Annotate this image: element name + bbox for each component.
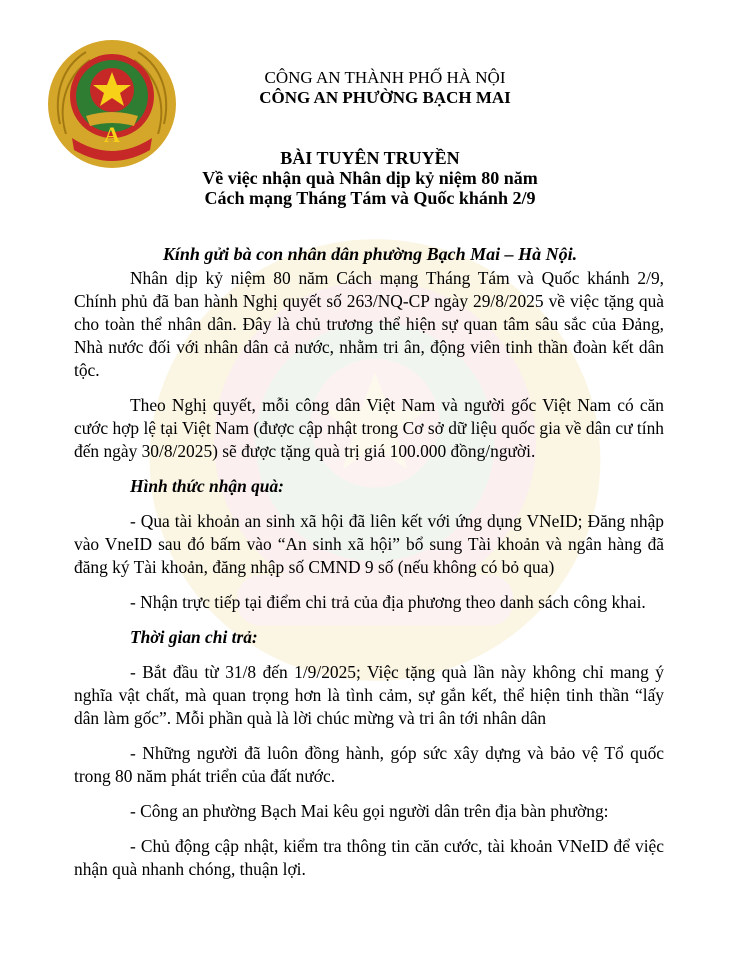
heading-payment-time: Thời gian chi trả: bbox=[130, 627, 258, 647]
paragraph-intro: Nhân dịp kỷ niệm 80 năm Cách mạng Tháng Tám và Quốc khánh 2/9, Chính phủ đã ban hành Nghị quyết số 263/NQ-CP ngày 29/8/2025 về việc tặng quà cho toàn thể nhân dân. Đây là chủ trương thể hiện sự quan tâm sâu sắc của Đảng, Nhà nước đối với nhân dân cả nước, nhằm tri ân, động viên tinh thần đoàn kết dân tộc. bbox=[74, 268, 664, 380]
document-title: BÀI TUYÊN TRUYỀN bbox=[280, 148, 460, 168]
list-item-companions: - Những người đã luôn đồng hành, góp sức xây dựng và bảo vệ Tổ quốc trong 80 năm phát triển của đất nước. bbox=[74, 743, 664, 786]
agency-name-ward: CÔNG AN PHƯỜNG BẠCH MAI bbox=[259, 88, 511, 107]
heading-receive-method: Hình thức nhận quà: bbox=[130, 476, 284, 496]
greeting: Kính gửi bà con nhân dân phường Bạch Mai – Hà Nội. bbox=[162, 244, 578, 264]
list-item-direct: - Nhận trực tiếp tại điểm chi trả của địa phương theo danh sách công khai. bbox=[130, 592, 646, 612]
agency-name-city: CÔNG AN THÀNH PHỐ HÀ NỘI bbox=[264, 68, 506, 87]
list-item-vneid: - Qua tài khoản an sinh xã hội đã liên kết với ứng dụng VNeID; Đăng nhập vào VneID sau đó bấm vào “An sinh xã hội” bổ sung Tài khoản và ngân hàng đã đăng ký Tài khoản, đăng nhập số CMND 9 số (nếu không có bỏ qua) bbox=[74, 511, 664, 577]
list-item-call: - Công an phường Bạch Mai kêu gọi người dân trên địa bàn phường: bbox=[130, 801, 609, 821]
document-subtitle-line2: Cách mạng Tháng Tám và Quốc khánh 2/9 bbox=[204, 188, 536, 208]
paragraph-resolution: Theo Nghị quyết, mỗi công dân Việt Nam và người gốc Việt Nam có căn cước hợp lệ tại Việt Nam (được cập nhật trong Cơ sở dữ liệu quốc gia về dân cư tính đến ngày 30/8/2025) sẽ được tặng quà trị giá 100.000 đồng/người. bbox=[74, 395, 664, 461]
svg-text:A: A bbox=[104, 122, 120, 147]
list-item-schedule: - Bắt đầu từ 31/8 đến 1/9/2025; Việc tặng quà lần này không chỉ mang ý nghĩa vật chất, mà quan trọng hơn là tình cảm, sự gắn kết, thể hiện tinh thần “lấy dân làm gốc”. Mỗi phần quà là lời chúc mừng và tri ân tới nhân dân bbox=[74, 662, 664, 728]
document-subtitle-line1: Về việc nhận quà Nhân dịp kỷ niệm 80 năm bbox=[202, 168, 538, 188]
list-item-update: - Chủ động cập nhật, kiểm tra thông tin căn cước, tài khoản VNeID để việc nhận quà nhanh chóng, thuận lợi. bbox=[74, 836, 664, 879]
document-body bbox=[74, 267, 664, 881]
